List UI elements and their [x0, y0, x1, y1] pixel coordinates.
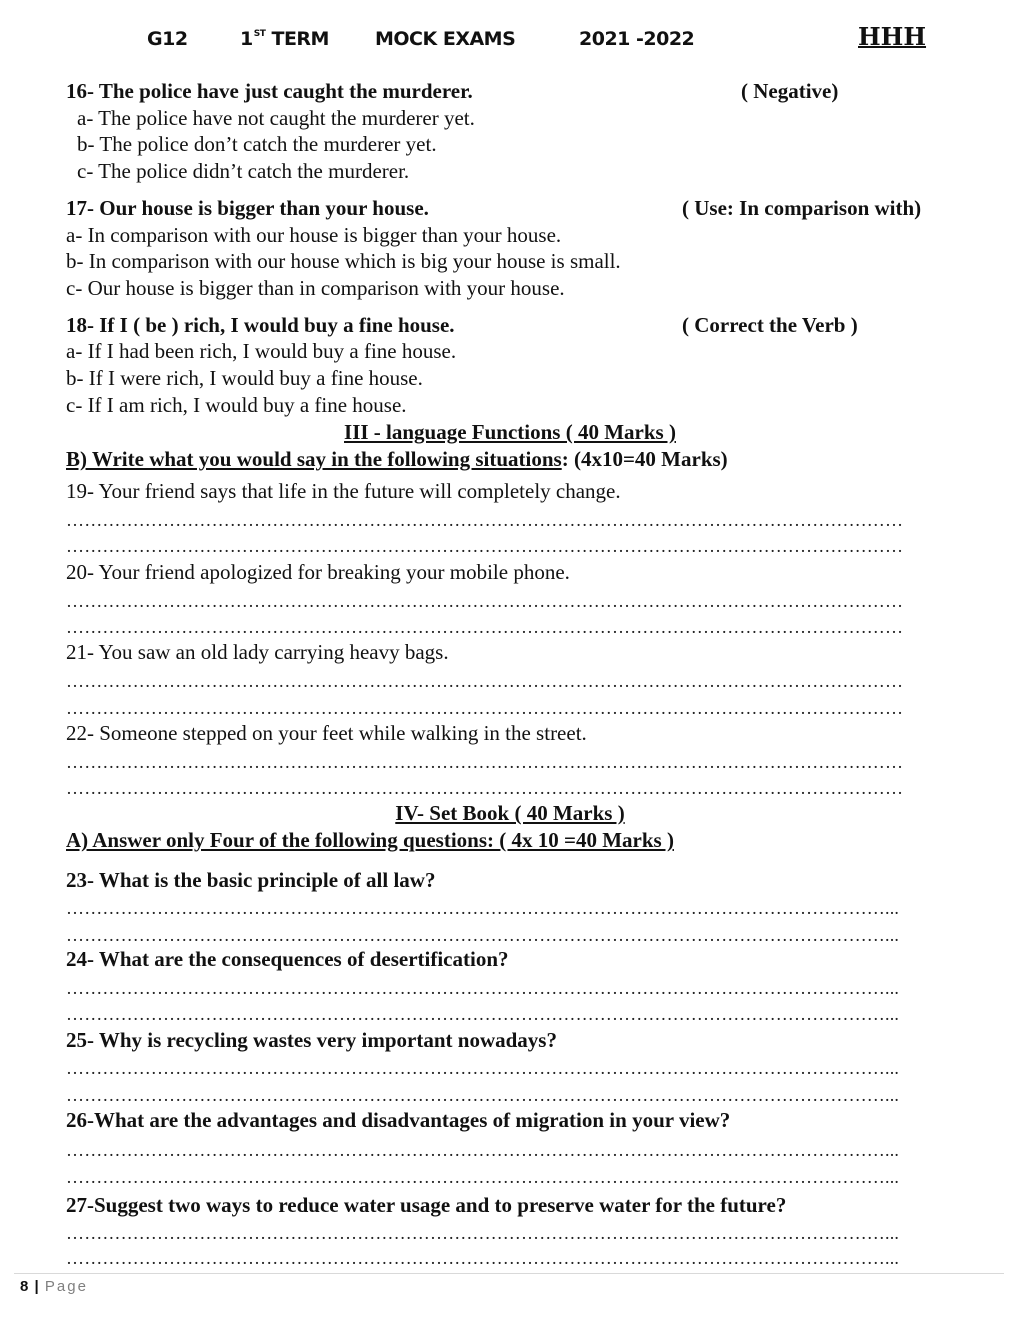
q27-prompt: 27-Suggest two ways to reduce water usage and to preserve water for the future?	[66, 1193, 787, 1217]
page-separator: |	[34, 1278, 39, 1295]
header-term-suffix: ST	[253, 29, 266, 39]
q19-prompt: 19- Your friend says that life in the future will completely change.	[66, 479, 621, 503]
page-word: Page	[44, 1278, 88, 1295]
section3-sub-underlined: B) Write what you would say in the following situations	[66, 447, 562, 471]
q27-answer-line-1[interactable]: ………………………………………………………………………………………………………………………...	[66, 1223, 900, 1243]
q21-prompt: 21- You saw an old lady carrying heavy bags.	[66, 640, 449, 664]
q17-option-b: b- In comparison with our house which is big your house is small.	[66, 249, 621, 273]
header-term	[240, 28, 329, 50]
header-term-word: TERM	[271, 28, 329, 50]
q25-answer-line-2[interactable]: ………………………………………………………………………………………………………………………...	[66, 1085, 900, 1105]
header-exam: MOCK EXAMS	[375, 28, 516, 50]
q16-stem: 16- The police have just caught the murderer.	[66, 79, 473, 103]
q21-answer-line-2[interactable]: …………………………………………………………………………………………………………………………	[66, 698, 904, 718]
header-term-number: 1	[240, 28, 253, 50]
q17-instruction: ( Use: In comparison with)	[682, 196, 922, 220]
q24-answer-line-1[interactable]: ………………………………………………………………………………………………………………………...	[66, 978, 900, 998]
q20-answer-line-1[interactable]: …………………………………………………………………………………………………………………………	[66, 591, 904, 611]
q18-option-b: b- If I were rich, I would buy a fine house.	[66, 366, 423, 390]
q16-instruction: ( Negative)	[741, 79, 839, 103]
section4-title: IV- Set Book ( 40 Marks )	[395, 801, 625, 825]
q16-option-c: c- The police didn’t catch the murderer.	[77, 159, 410, 183]
q25-answer-line-1[interactable]: ………………………………………………………………………………………………………………………...	[66, 1058, 900, 1078]
q26-answer-line-2[interactable]: ………………………………………………………………………………………………………………………...	[66, 1167, 900, 1187]
q19-answer-line-2[interactable]: …………………………………………………………………………………………………………………………	[66, 536, 904, 556]
q26-prompt: 26-What are the advantages and disadvantages of migration in your view?	[66, 1108, 731, 1132]
q18-instruction: ( Correct the Verb )	[682, 313, 858, 337]
section3-sub-rest: : (4x10=40 Marks)	[561, 447, 728, 471]
q16-option-a: a- The police have not caught the murderer yet.	[77, 106, 475, 130]
q18-option-c: c- If I am rich, I would buy a fine house.	[66, 393, 407, 417]
q19-answer-line-1[interactable]: …………………………………………………………………………………………………………………………	[66, 510, 904, 530]
page-number: 8	[20, 1278, 29, 1295]
q24-answer-line-2[interactable]: ………………………………………………………………………………………………………………………...	[66, 1004, 900, 1024]
footer-divider	[14, 1273, 1004, 1274]
q18-option-a: a- If I had been rich, I would buy a fine house.	[66, 339, 457, 363]
section3-subheading	[66, 447, 728, 472]
q18-stem: 18- If I ( be ) rich, I would buy a fine house.	[66, 313, 455, 337]
q22-answer-line-2[interactable]: …………………………………………………………………………………………………………………………	[66, 778, 904, 798]
q24-prompt: 24- What are the consequences of desertification?	[66, 947, 509, 971]
header-grade: G12	[147, 28, 188, 50]
section4-subheading: A) Answer only Four of the following questions: ( 4x 10 =40 Marks )	[66, 828, 674, 852]
q23-answer-line-2[interactable]: ………………………………………………………………………………………………………………………...	[66, 925, 900, 945]
q16-option-b: b- The police don’t catch the murderer yet.	[77, 132, 437, 156]
q17-option-a: a- In comparison with our house is bigger than your house.	[66, 223, 562, 247]
section3-title: III - language Functions ( 40 Marks )	[344, 420, 676, 444]
q17-option-c: c- Our house is bigger than in comparison with your house.	[66, 276, 565, 300]
q17-stem: 17- Our house is bigger than your house.	[66, 196, 429, 220]
header-year: 2021 -2022	[579, 28, 695, 50]
header-mark: HHH	[858, 22, 927, 51]
q20-prompt: 20- Your friend apologized for breaking your mobile phone.	[66, 560, 570, 584]
page-footer	[20, 1278, 88, 1295]
q23-prompt: 23- What is the basic principle of all law?	[66, 868, 436, 892]
q23-answer-line-1[interactable]: ………………………………………………………………………………………………………………………...	[66, 898, 900, 918]
q22-prompt: 22- Someone stepped on your feet while walking in the street.	[66, 721, 587, 745]
q20-answer-line-2[interactable]: …………………………………………………………………………………………………………………………	[66, 617, 904, 637]
q25-prompt: 25- Why is recycling wastes very important nowadays?	[66, 1028, 557, 1052]
q21-answer-line-1[interactable]: …………………………………………………………………………………………………………………………	[66, 671, 904, 691]
q22-answer-line-1[interactable]: …………………………………………………………………………………………………………………………	[66, 752, 904, 772]
q27-answer-line-2[interactable]: ………………………………………………………………………………………………………………………...	[66, 1248, 900, 1268]
q26-answer-line-1[interactable]: ………………………………………………………………………………………………………………………...	[66, 1140, 900, 1160]
